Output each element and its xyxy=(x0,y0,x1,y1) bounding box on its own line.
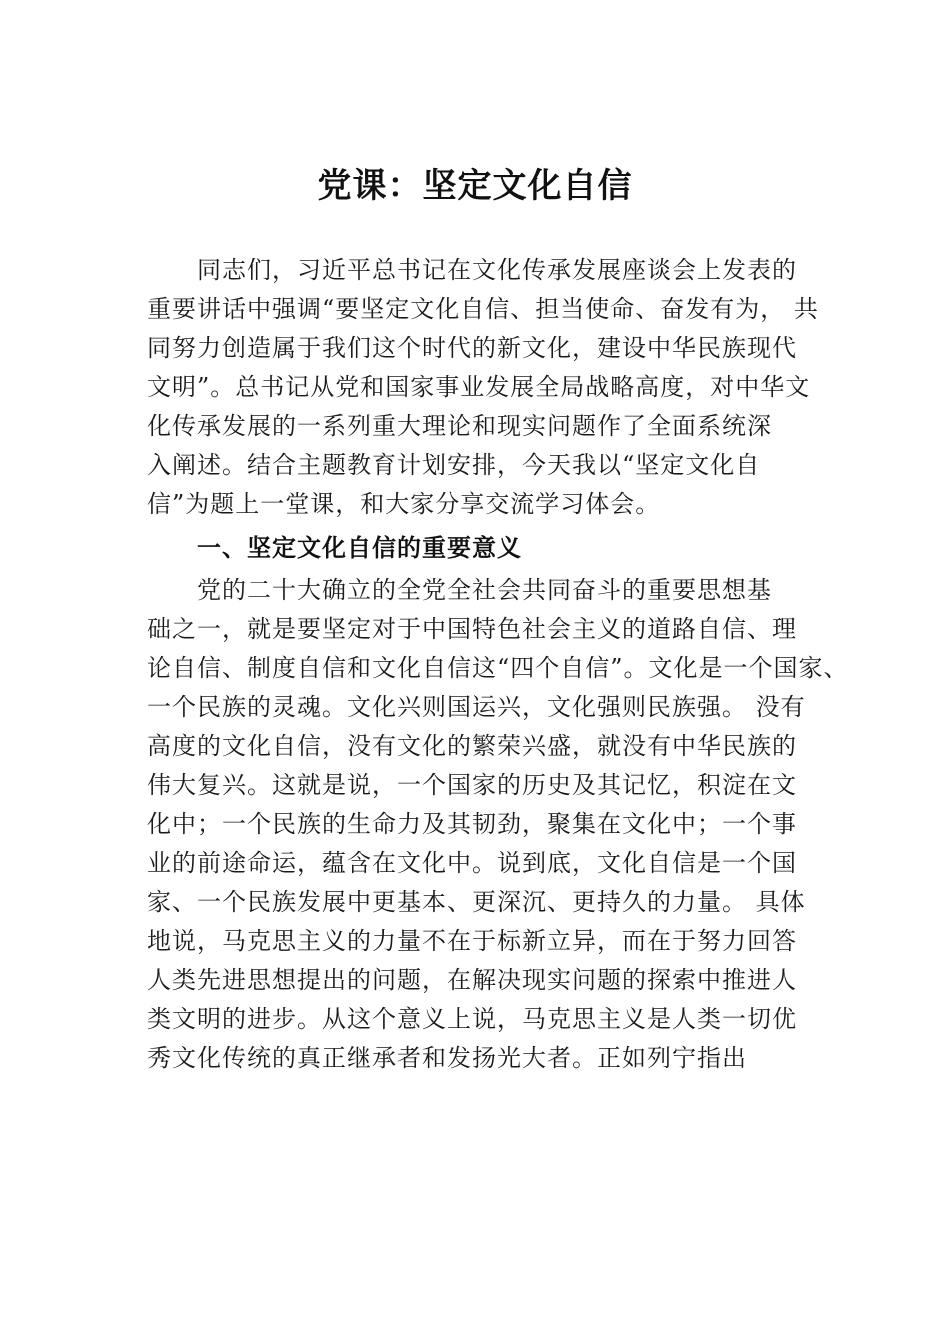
section-line-13: 秀文化传统的真正继承者和发扬光大者。正如列宁指出 xyxy=(147,1044,747,1072)
section-line-2: 础之一，就是要坚定对于中国特色社会主义的道路自信、理 xyxy=(147,615,797,643)
intro-line-5: 化传承发展的一系列重大理论和现实问题作了全面系统深 xyxy=(147,412,772,440)
section-line-3: 论自信、制度自信和文化自信这“四个自信”。文化是一个国家、 xyxy=(147,654,849,682)
section-heading: 一、坚定文化自信的重要意义 xyxy=(197,534,522,562)
intro-line-2: 重要讲话中强调“要坚定文化自信、担当使命、奋发有为， 共 xyxy=(147,295,819,323)
section-line-12: 类文明的进步。从这个意义上说，马克思主义是人类一切优 xyxy=(147,1005,797,1033)
section-line-8: 业的前途命运，蕴含在文化中。说到底，文化自信是一个国 xyxy=(147,849,797,877)
intro-line-1: 同志们，习近平总书记在文化传承发展座谈会上发表的 xyxy=(197,256,797,284)
section-line-9: 家、一个民族发展中更基本、更深沉、更持久的力量。 具体 xyxy=(147,888,806,916)
intro-line-3: 同努力创造属于我们这个时代的新文化，建设中华民族现代 xyxy=(147,334,797,362)
intro-line-4: 文明”。总书记从党和国家事业发展全局战略高度，对中华文 xyxy=(147,373,811,401)
intro-line-7: 信”为题上一堂课，和大家分享交流学习体会。 xyxy=(147,490,661,518)
section-line-10: 地说，马克思主义的力量不在于标新立异，而在于努力回答 xyxy=(147,927,797,955)
section-line-5: 高度的文化自信，没有文化的繁荣兴盛，就没有中华民族的 xyxy=(147,732,797,760)
section-line-4: 一个民族的灵魂。文化兴则国运兴，文化强则民族强。 没有 xyxy=(147,693,806,721)
section-line-7: 化中；一个民族的生命力及其韧劲，聚集在文化中；一个事 xyxy=(147,810,797,838)
intro-line-6: 入阐述。结合主题教育计划安排，今天我以“坚定文化自 xyxy=(147,451,761,479)
section-line-1: 党的二十大确立的全党全社会共同奋斗的重要思想基 xyxy=(197,576,772,604)
section-line-6: 伟大复兴。这就是说，一个国家的历史及其记忆，积淀在文 xyxy=(147,771,797,799)
section-line-11: 人类先进思想提出的问题，在解决现实问题的探索中推进人 xyxy=(147,966,797,994)
document-title: 党课：坚定文化自信 xyxy=(317,166,633,206)
